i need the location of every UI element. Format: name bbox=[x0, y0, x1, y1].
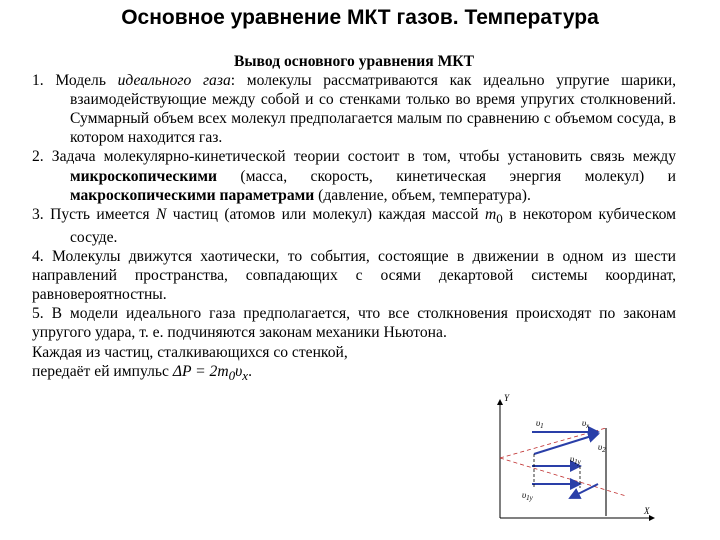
item1-prefix: 1. Модель bbox=[32, 72, 118, 90]
item6-end: . bbox=[248, 362, 252, 380]
list-item-3 bbox=[32, 205, 676, 247]
list-item-5: 5. В модели идеального газа предполагается, что все столкновения происходят по законам упругого удара, т. е. подчиняются законам механики Ньютона. bbox=[32, 305, 676, 342]
page-title: Основное уравнение МКТ газов. Температура bbox=[121, 6, 599, 29]
list-item-1 bbox=[32, 71, 676, 147]
y-axis-label: Y bbox=[504, 393, 510, 403]
list-item-4: 4. Молекулы движутся хаотически, то события, состоящие в движении в одном из шести направлений пространства, совпадающих с осями декартовой системы координат, равновероятностны. bbox=[32, 248, 676, 304]
item6-line1: Каждая из частиц, сталкивающихся со стенкой, bbox=[32, 343, 348, 361]
item3-text-a: 3. Пусть имеется bbox=[32, 205, 156, 223]
item1-term: идеального газа bbox=[117, 72, 231, 90]
item2-text-c: (масса, скорость, кинетическая энергия молекул) и bbox=[216, 167, 676, 185]
item3-text-c: в некотором кубическом сосуде. bbox=[70, 205, 676, 246]
item6-text: передаёт ей импульс bbox=[32, 362, 173, 380]
formula-sub-x: x bbox=[242, 367, 249, 383]
item1-text: : молекулы рассматриваются как идеально упругие шарики, взаимодействующие между собой и со стенками только во время упругих столкновений. Суммарный объем всех молекул предполагается малым по сравнению с объемом сосуда, в котором находится газ. bbox=[70, 72, 676, 147]
item2-bold-macro: макроскопическими параметрами bbox=[70, 186, 315, 204]
label-v1y-lower: $\upsilon_{1y}$ bbox=[522, 490, 533, 502]
document-body bbox=[32, 52, 676, 385]
velocity-arrow-return bbox=[570, 484, 598, 498]
item3-subscript: 0 bbox=[496, 210, 503, 226]
formula-sub-0: 0 bbox=[228, 367, 236, 383]
list-item-2 bbox=[32, 147, 676, 204]
formula-part-b: υ bbox=[235, 362, 243, 380]
item2-bold-micro: микроскопическими bbox=[70, 167, 217, 185]
label-v1: $\upsilon_1$ bbox=[536, 418, 544, 430]
reflected-trajectory bbox=[500, 458, 626, 496]
list-item-6 bbox=[32, 343, 676, 385]
label-vx: $\upsilon_x$ bbox=[582, 418, 590, 430]
impulse-formula bbox=[172, 362, 249, 383]
x-axis-label: X bbox=[644, 506, 650, 516]
item2-text-a: 2. Задача молекулярно-кинетической теории состоит в том, чтобы установить связь между bbox=[32, 148, 676, 166]
item6-line2 bbox=[32, 362, 676, 385]
item3-symbol-n: N bbox=[155, 205, 167, 223]
collision-diagram bbox=[486, 388, 666, 528]
section-heading: Вывод основного уравнения МКТ bbox=[233, 53, 475, 70]
label-v2: $\upsilon_2$ bbox=[598, 442, 606, 454]
label-v1y-upper: $\upsilon_{1y}$ bbox=[570, 454, 581, 466]
item3-text-b: частиц (атомов или молекул) каждая массой bbox=[166, 205, 485, 223]
formula-part-a: ΔP = 2m bbox=[172, 362, 229, 380]
item2-text-d: (давление, объем, температура). bbox=[314, 186, 531, 204]
item3-symbol-m: m bbox=[485, 205, 497, 223]
velocity-arrow-diag bbox=[534, 434, 598, 454]
